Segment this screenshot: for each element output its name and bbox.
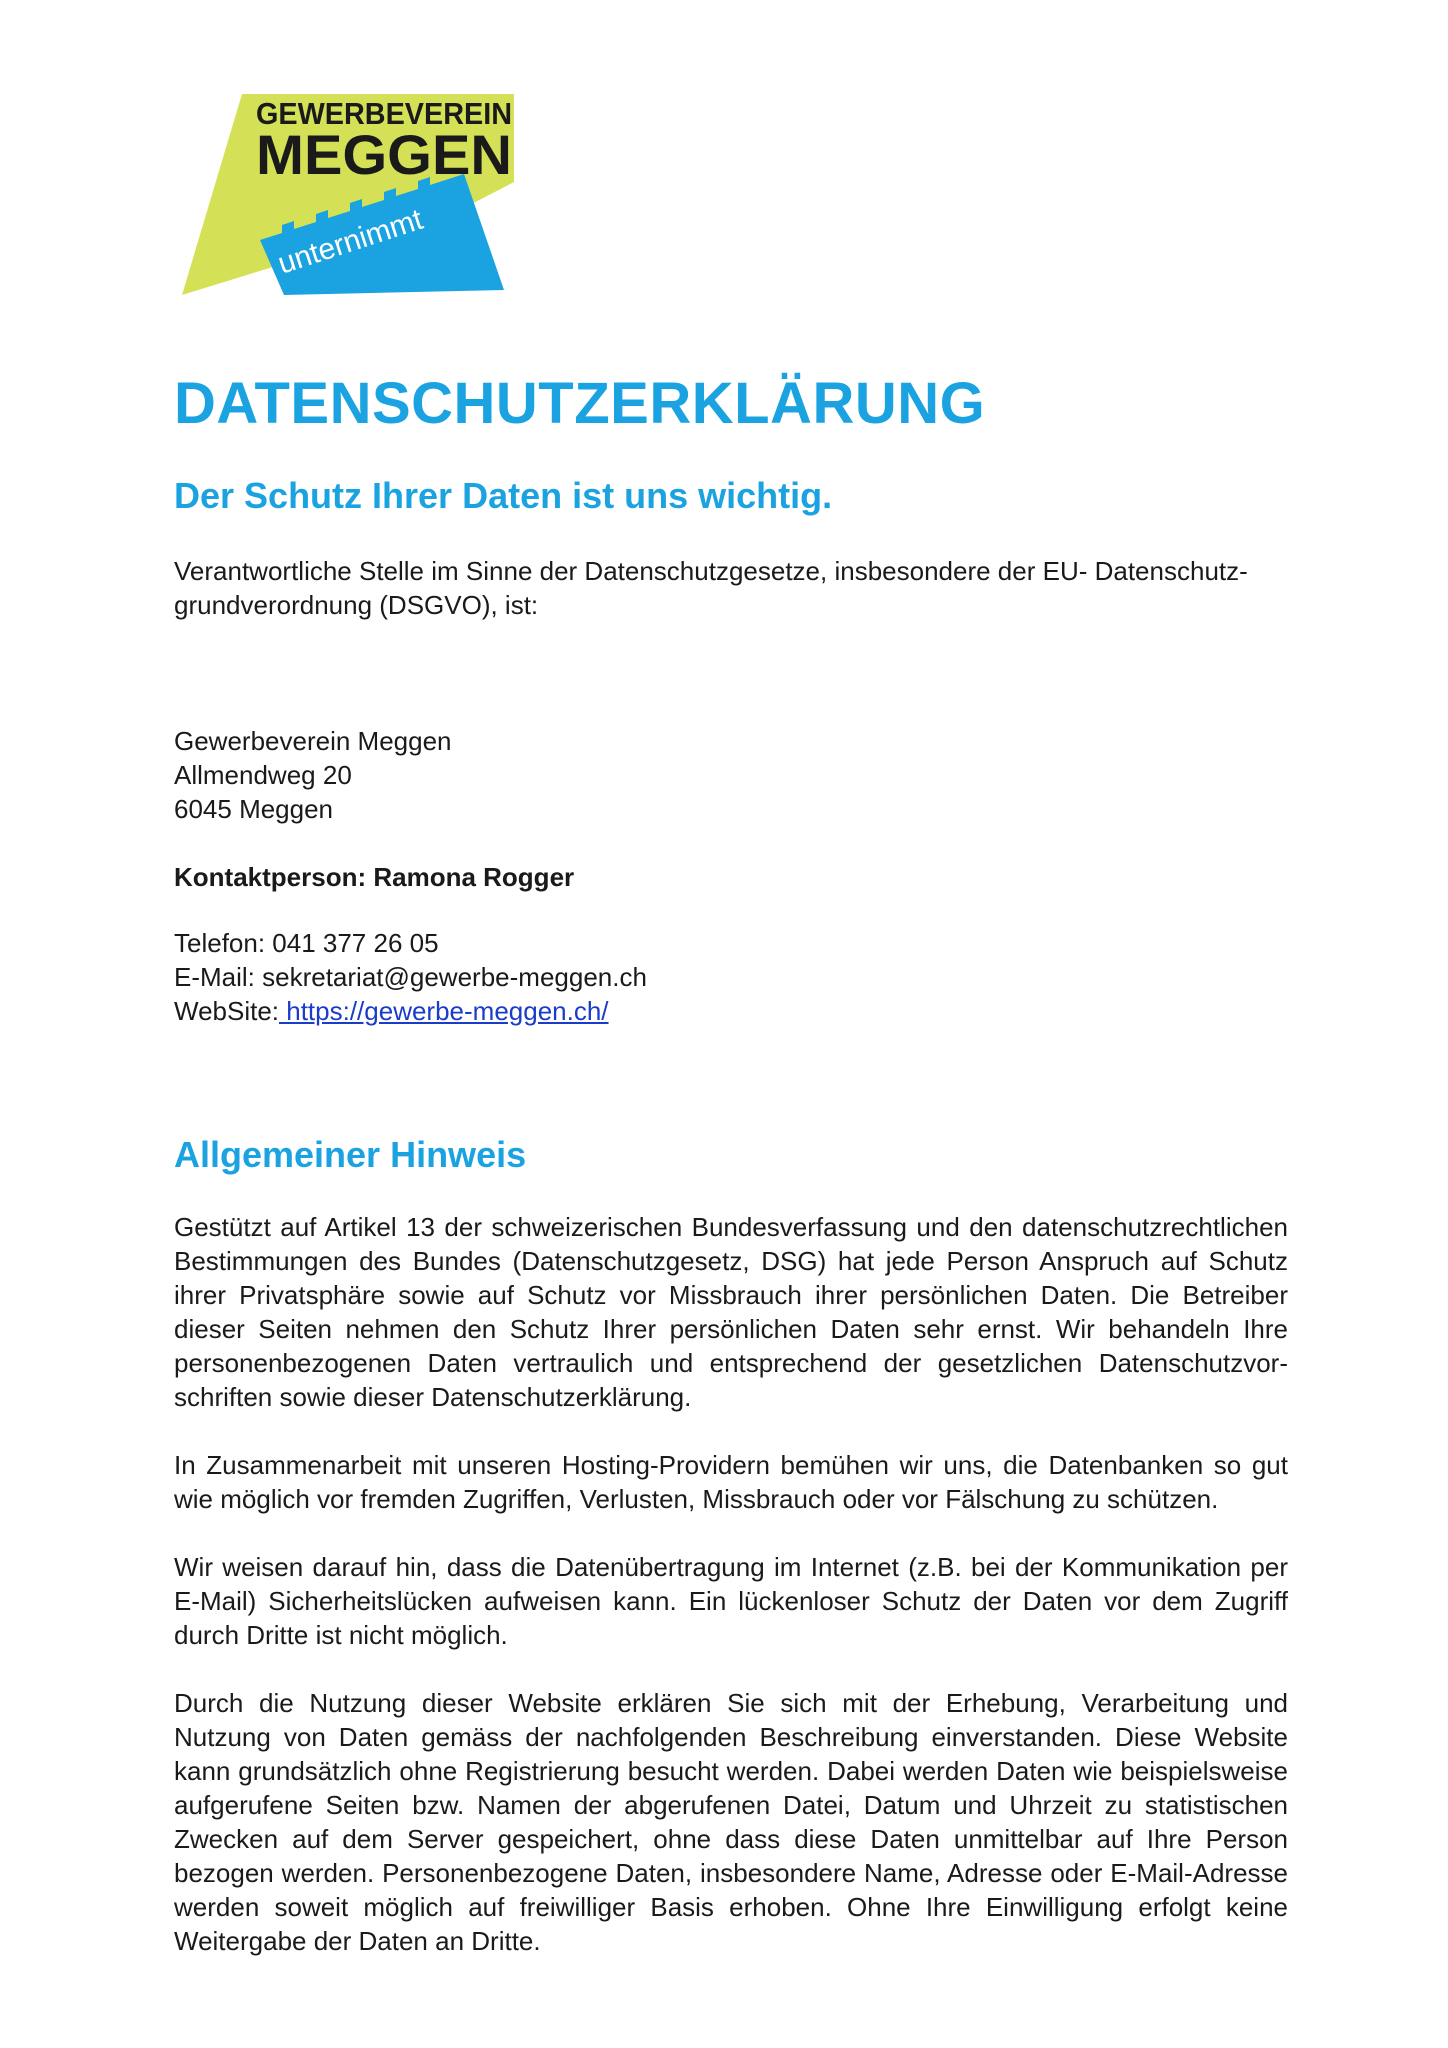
logo-line1: GEWERBEVEREIN	[256, 96, 512, 131]
page-subtitle: Der Schutz Ihrer Daten ist uns wichtig.	[174, 475, 833, 516]
intro-text: Verantwortliche Stelle im Sinne der Datenschutzgesetze, insbesondere der EU- Datenschutz-grundverordnung (DSGVO), ist:	[174, 556, 1248, 620]
section-title-general-notice: Allgemeiner Hinweis	[174, 1134, 527, 1175]
contact-email: E-Mail: sekretariat@gewerbe-meggen.ch	[174, 962, 647, 992]
logo-line2: MEGGEN	[256, 123, 512, 186]
contact-website	[174, 994, 647, 1028]
paragraph-3: Wir weisen darauf hin, dass die Datenübertragung im Internet (z.B. bei der Kommunikation per E-Mail) Sicherheitslücken aufweisen kann. Ein lückenloser Schutz der Daten vor dem Zugriff durch Dritte ist nicht möglich.	[174, 1552, 1288, 1650]
address-street: Allmendweg 20	[174, 760, 352, 790]
paragraph-1: Gestützt auf Artikel 13 der schweizerischen Bundesverfassung und den datenschutzrechtlichen Bestimmungen des Bundes (Datenschutzgesetz, DSG) hat jede Person Anspruch auf Schutz ihrer Privatsphäre sowie auf Schutz vor Missbrauch ihrer persönlichen Daten. Die Betreiber dieser Seiten nehmen den Schutz Ihrer persönlichen Daten sehr ernst. Wir behandeln Ihre personenbezogenen Daten vertraulich und entsprechend der gesetzlichen Datenschutzvor-schriften sowie dieser Datenschutzerklärung.	[174, 1212, 1288, 1412]
paragraph-2: In Zusammenarbeit mit unseren Hosting-Providern bemühen wir uns, die Datenbanken so gut wie möglich vor fremden Zugriffen, Verlusten, Missbrauch oder vor Fälschung zu schützen.	[174, 1450, 1288, 1514]
page-title: DATENSCHUTZERKLÄRUNG	[174, 371, 986, 436]
logo-tagline: unternimmt	[273, 202, 427, 281]
contact-phone: Telefon: 041 377 26 05	[174, 928, 439, 958]
contact-person: Kontaktperson: Ramona Rogger	[174, 862, 575, 892]
address-block	[174, 724, 452, 826]
paragraph-4: Durch die Nutzung dieser Website erklären Sie sich mit der Erhebung, Verarbeitung und Nutzung von Daten gemäss der nachfolgenden Beschreibung einverstanden. Diese Website kann grundsätzlich ohne Registrierung besucht werden. Dabei werden Daten wie beispielsweise aufgerufene Seiten bzw. Namen der abgerufenen Datei, Datum und Uhrzeit zu statistischen Zwecken auf dem Server gespeichert, ohne dass diese Daten unmittelbar auf Ihre Person bezogen werden. Personenbezogene Daten, insbesondere Name, Adresse oder E-Mail-Adresse werden soweit möglich auf freiwilliger Basis erhoben. Ohne Ihre Einwilligung erfolgt keine Weitergabe der Daten an Dritte.	[174, 1688, 1288, 1956]
website-label: WebSite:	[174, 996, 280, 1026]
website-link[interactable]: https://gewerbe-meggen.ch/	[279, 996, 609, 1026]
contact-block	[174, 926, 647, 1028]
address-city: 6045 Meggen	[174, 794, 334, 824]
gewerbeverein-meggen-logo	[182, 90, 522, 302]
address-name: Gewerbeverein Meggen	[174, 726, 452, 756]
